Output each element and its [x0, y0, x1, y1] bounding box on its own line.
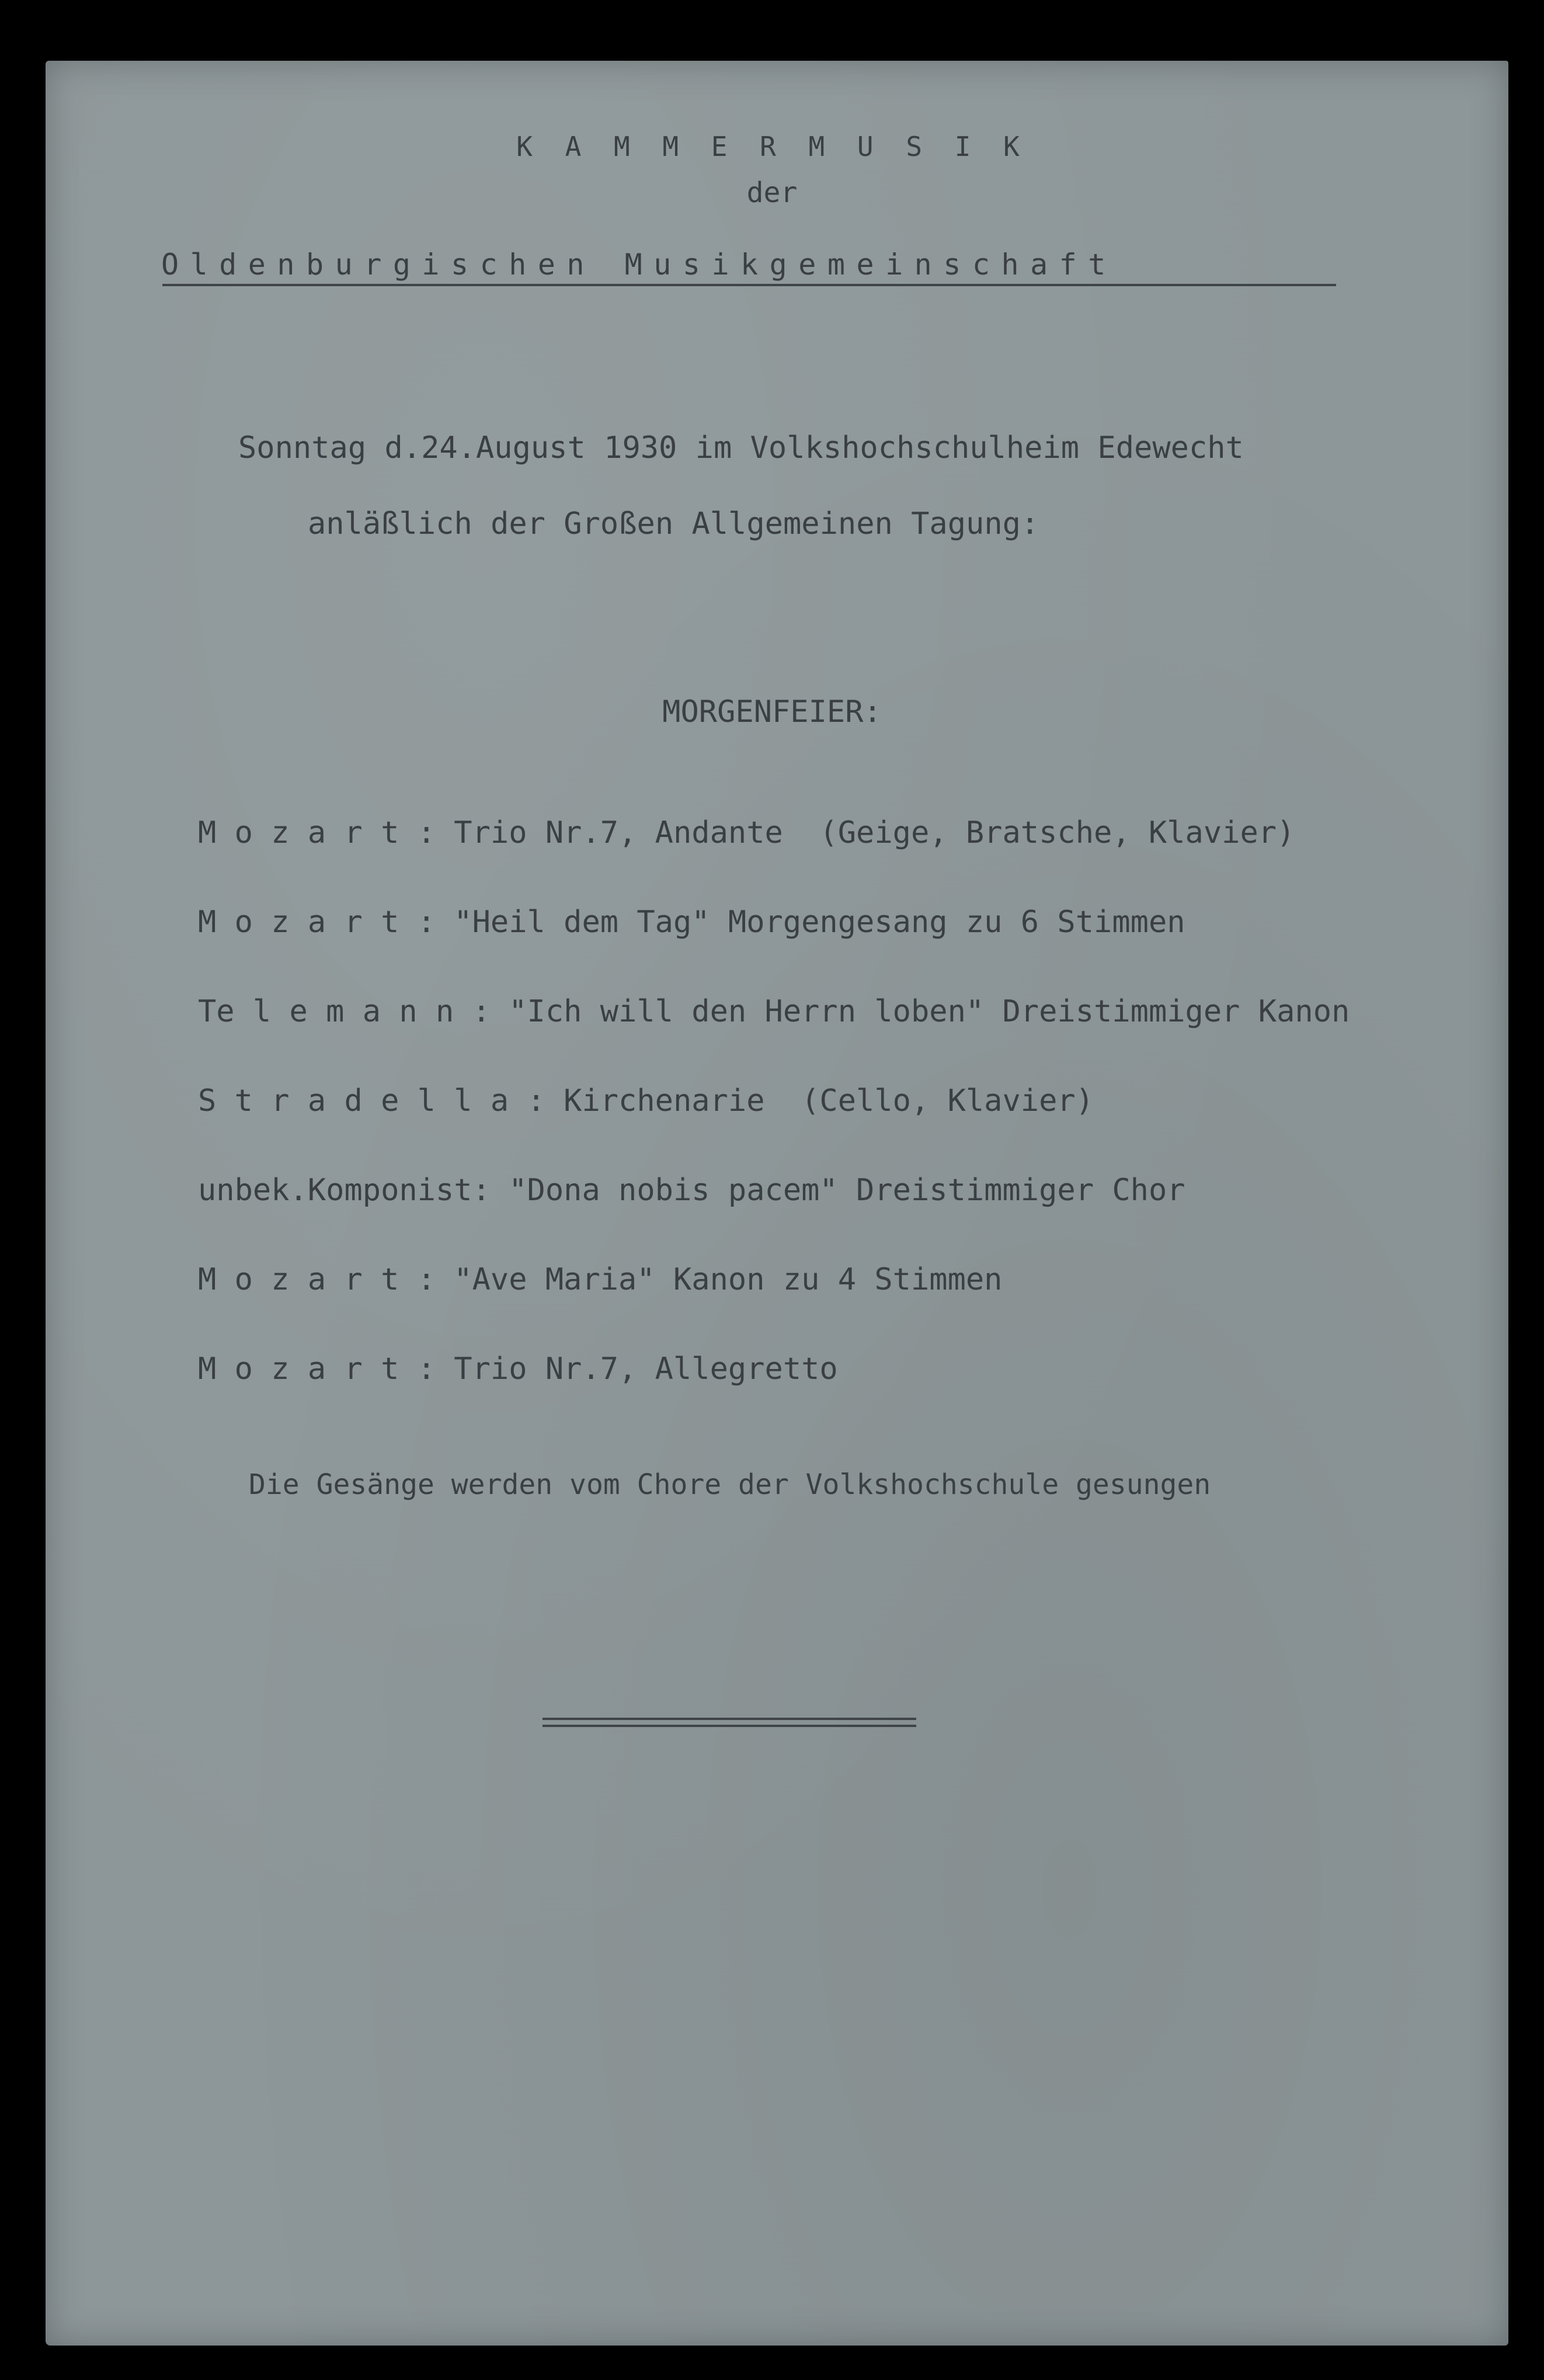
- society-underline: [162, 284, 1336, 286]
- program-item: S t r a d e l l a : Kirchenarie (Cello, Klavier): [198, 1083, 1094, 1118]
- program-item: M o z a r t : Trio Nr.7, Allegretto: [198, 1351, 838, 1387]
- society-name: Oldenburgischen Musikgemeinschaft: [161, 248, 1117, 282]
- event-date-location: Sonntag d.24.August 1930 im Volkshochschulheim Edewecht: [238, 430, 1244, 465]
- program-heading: MORGENFEIER:: [662, 694, 882, 729]
- closing-double-rule: [543, 1718, 916, 1727]
- program-item: unbek.Komponist: "Dona nobis pacem" Dreistimmiger Chor: [198, 1173, 1185, 1208]
- document-title: K A M M E R M U S I K: [516, 131, 1028, 162]
- program-item: M o z a r t : Trio Nr.7, Andante (Geige, Bratsche, Klavier): [198, 815, 1295, 850]
- choir-note: Die Gesänge werden vom Chore der Volkshochschule gesungen: [249, 1468, 1211, 1501]
- program-item: M o z a r t : "Ave Maria" Kanon zu 4 Stimmen: [198, 1262, 1003, 1297]
- program-item: Te l e m a n n : "Ich will den Herrn loben" Dreistimmiger Kanon: [198, 994, 1350, 1029]
- document-subtitle-der: der: [746, 176, 798, 209]
- event-occasion: anläßlich der Großen Allgemeinen Tagung:: [308, 506, 1039, 541]
- program-item: M o z a r t : "Heil dem Tag" Morgengesang zu 6 Stimmen: [198, 905, 1185, 940]
